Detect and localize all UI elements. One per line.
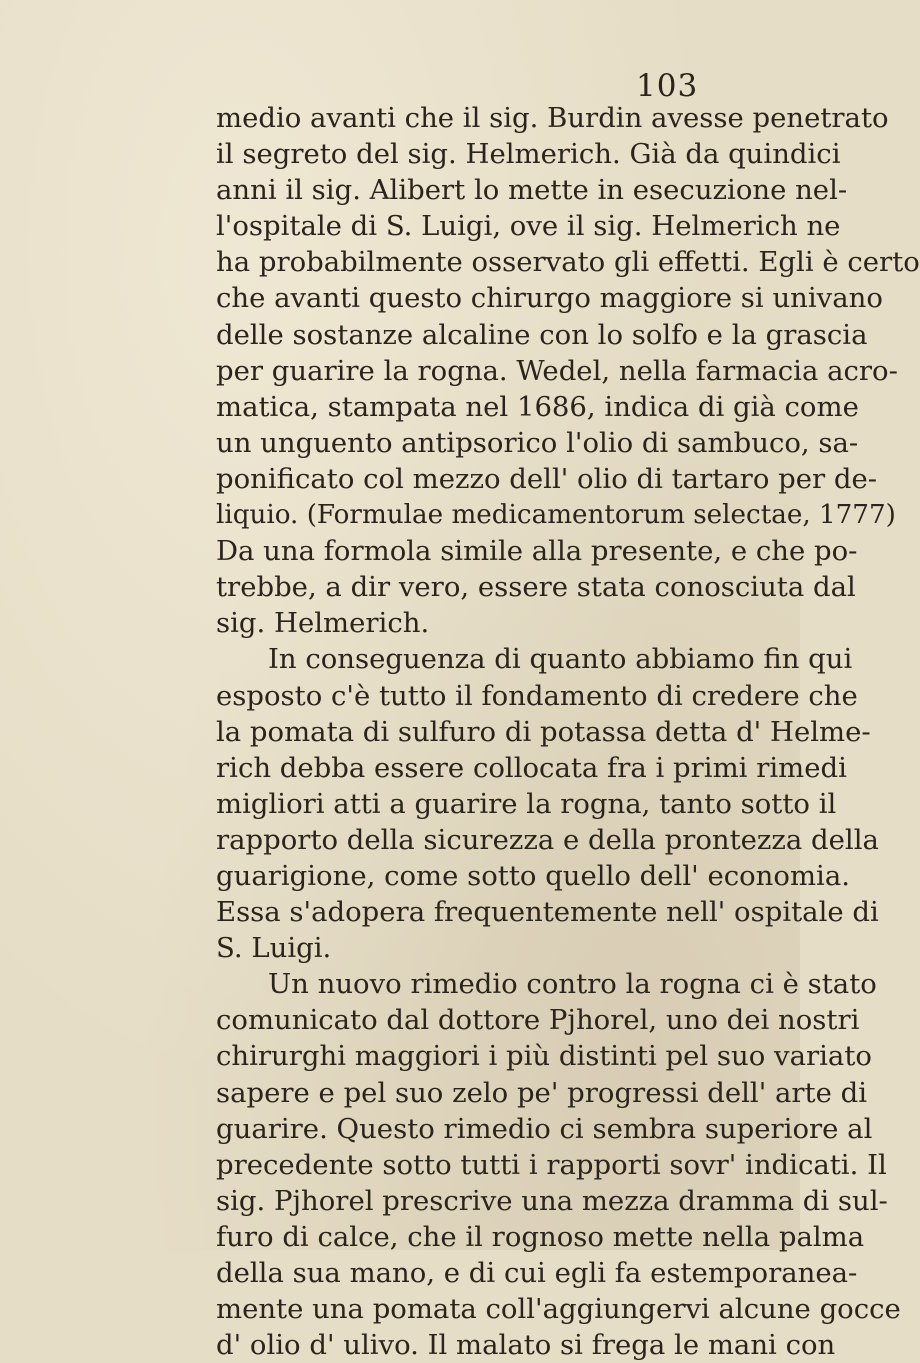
text-line: l'ospitale di S. Luigi, ove il sig. Helmerich ne (216, 210, 841, 243)
paragraph-start-line: Un nuovo rimedio contro la rogna ci è stato (268, 968, 877, 1001)
text-line: esposto c'è tutto il fondamento di credere che (216, 679, 858, 712)
text-line: furo di calce, che il rognoso mette nella palma (216, 1220, 865, 1253)
text-line: Da una formola simile alla presente, e che po- (216, 535, 858, 568)
text-line: medio avanti che il sig. Burdin avesse penetrato (216, 102, 889, 134)
text-line: sig. Pjhorel prescrive una mezza dramma di sul- (216, 1184, 888, 1217)
text-line: della sua mano, e di cui egli fa estemporanea- (216, 1257, 858, 1289)
page-number: 103 (636, 68, 699, 104)
paragraph-start-line: In conseguenza di quanto abbiamo fin qui (268, 643, 853, 676)
text-line: mente una pomata coll'aggiungervi alcune gocce (216, 1293, 901, 1326)
text-line: matica, stampata nel 1686, indica di già come (216, 390, 859, 423)
text-line: ha probabilmente osservato gli effetti. Egli è certo (216, 246, 920, 279)
text-line: liquio. (Formulae medicamentorum selectae, 1777) (216, 500, 896, 531)
text-line: che avanti questo chirurgo maggiore si univano (216, 282, 883, 315)
paragraph-end-line: S. Luigi. (216, 932, 332, 965)
text-line: trebbe, a dir vero, essere stata conosciuta dal (216, 571, 856, 604)
text-line: la pomata di sulfuro di potassa detta d' Helme- (216, 715, 871, 748)
body-text (216, 100, 920, 1363)
text-line: guarigione, come sotto quello dell' economia. (216, 859, 850, 892)
text-line: Essa s'adopera frequentemente nell' ospitale di (216, 896, 879, 929)
text-line: per guarire la rogna. Wedel, nella farmacia acro- (216, 354, 898, 387)
text-line: migliori atti a guarire la rogna, tanto sotto il (216, 787, 837, 820)
text-line: precedente sotto tutti i rapporti sovr' indicati. Il (216, 1148, 887, 1181)
text-line: chirurghi maggiori i più distinti pel suo variato (216, 1040, 872, 1073)
text-line: comunicato dal dottore Pjhorel, uno dei nostri (216, 1004, 860, 1037)
text-line: il segreto del sig. Helmerich. Già da quindici (216, 138, 841, 171)
text-line: ponificato col mezzo dell' olio di tartaro per de- (216, 462, 878, 495)
text-line: anni il sig. Alibert lo mette in esecuzione nel- (216, 174, 848, 207)
text-line: delle sostanze alcaline con lo solfo e la grascia (216, 318, 868, 351)
paragraph-end-line: sig. Helmerich. (216, 607, 430, 640)
text-line: d' olio d' ulivo. Il malato si frega le mani con (216, 1329, 836, 1362)
text-line: sapere e pel suo zelo pe' progressi dell' arte di (216, 1076, 868, 1109)
text-line: rich debba essere collocata fra i primi rimedi (216, 751, 847, 784)
text-line: rapporto della sicurezza e della prontezza della (216, 823, 879, 856)
text-line: un unguento antipsorico l'olio di sambuco, sa- (216, 426, 859, 459)
text-line: guarire. Questo rimedio ci sembra superiore al (216, 1112, 873, 1145)
